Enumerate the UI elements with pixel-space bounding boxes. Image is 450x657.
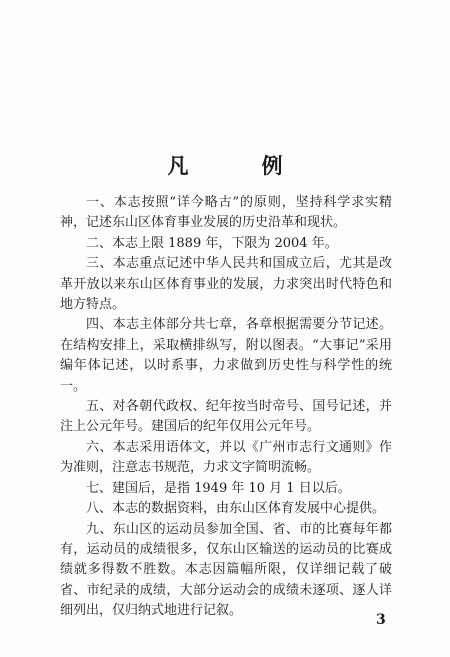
guideline-paragraph-8: 八、本志的数据资料，由东山区体育发展中心提供。 xyxy=(86,501,386,517)
guideline-paragraph-9: 九、东山区的运动员参加全国、省、市的比赛每年都有，运动员的成绩很多，仅东山区输送的运动员的比赛成绩就多得数不胜数。本志因篇幅所限，仅详细记载了破省、市纪录的成绩，大部分运动会的成绩未逐项、逐人详细列出，仅归纳式地进行记叙。 xyxy=(60,521,392,619)
page-title: 凡 例 xyxy=(167,153,309,178)
guideline-paragraph-1: 一、本志按照“详今略古”的原则，坚持科学求实精神，记述东山区体育事业发展的历史沿革和现状。 xyxy=(60,195,392,231)
page-number: 3 xyxy=(376,612,386,628)
guideline-paragraph-7: 七、建国后，是指 1949 年 10 月 1 日以后。 xyxy=(86,480,351,496)
guideline-paragraph-3: 三、本志重点记述中华人民共和国成立后，尤其是改革开放以来东山区体育事业的发展，力求突出时代特色和地方特点。 xyxy=(60,256,392,313)
guideline-paragraph-4: 四、本志主体部分共七章，各章根据需要分节记述。在结构安排上，采取横排纵写，附以图表。“大事记”采用编年体记述，以时系事，力求做到历史性与科学性的统一。 xyxy=(60,317,392,394)
guideline-paragraph-2: 二、本志上限 1889 年，下限为 2004 年。 xyxy=(86,235,338,251)
guideline-paragraph-5: 五、对各朝代政权、纪年按当时帝号、国号记述，并注上公元年号。建国后的纪年仅用公元年号。 xyxy=(60,399,392,435)
guideline-paragraph-6: 六、本志采用语体文，并以《广州市志行文通则》作为准则，注意志书规范，力求文字简明流畅。 xyxy=(60,439,392,476)
guidelines-body xyxy=(60,193,392,622)
